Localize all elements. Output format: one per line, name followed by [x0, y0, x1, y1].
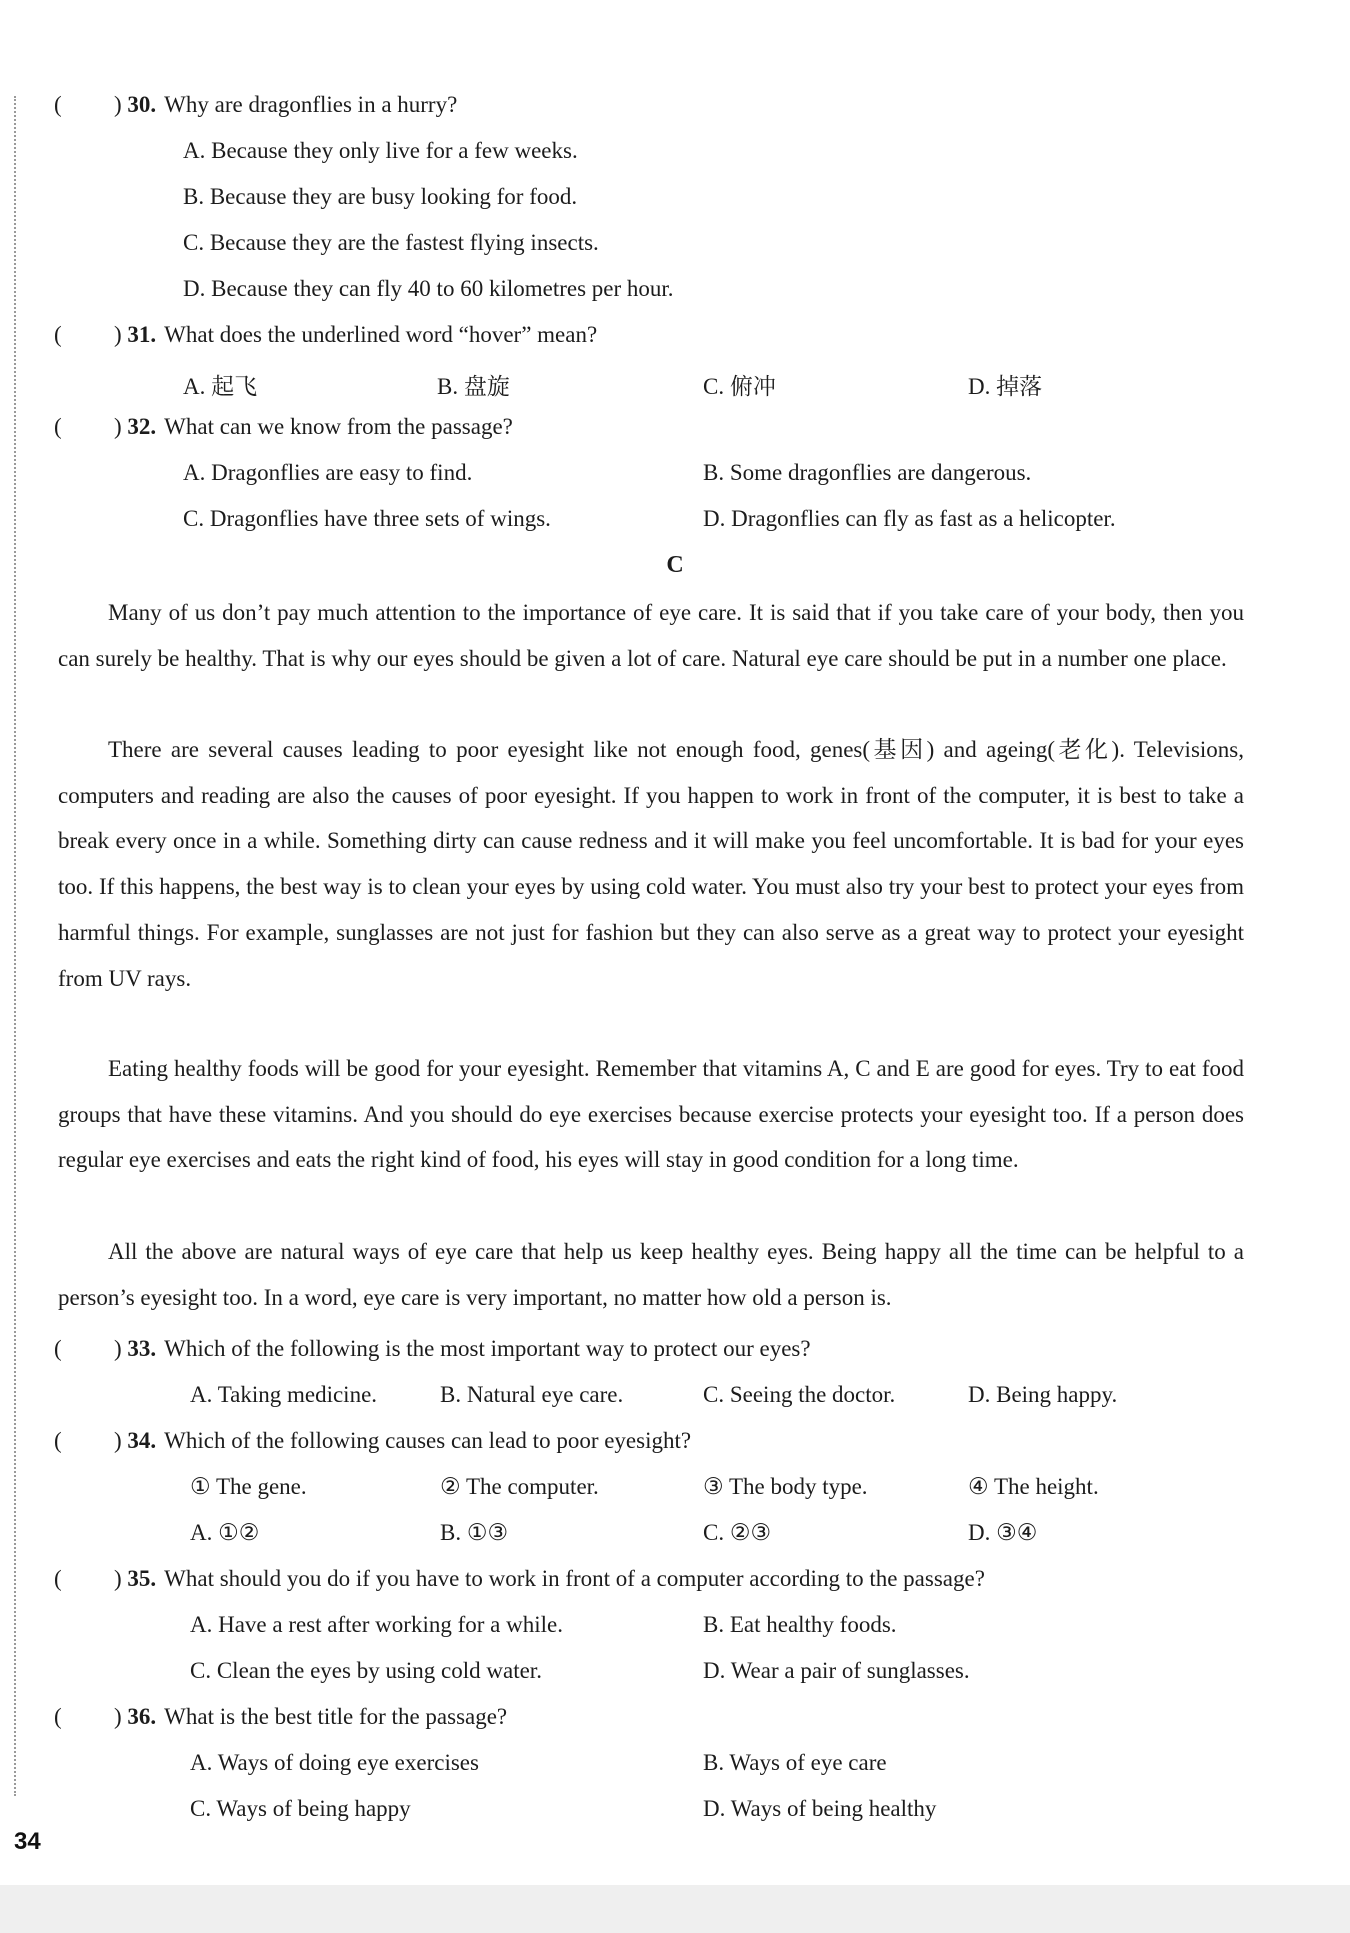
option-d: D. Wear a pair of sunglasses. — [703, 1658, 970, 1683]
question-number: 35. — [127, 1566, 157, 1591]
option-d: D. 掉落 — [968, 374, 1043, 399]
option-a: A. Ways of doing eye exercises — [190, 1750, 479, 1775]
answer-blank[interactable]: ( — [54, 1566, 62, 1591]
answer-blank[interactable]: ( — [54, 1428, 62, 1453]
answer-blank[interactable]: ( — [54, 92, 62, 117]
answer-blank[interactable]: ( — [54, 1704, 62, 1729]
question-34: ( ) 34. Which of the following causes can lead to poor eyesight? — [54, 1428, 692, 1453]
question-text: What is the best title for the passage? — [164, 1704, 508, 1729]
option-a: A. Dragonflies are easy to find. — [183, 460, 473, 485]
question-text: What should you do if you have to work in front of a computer according to the passage? — [164, 1566, 985, 1591]
item-4: ④ The height. — [968, 1474, 1099, 1499]
item-3: ③ The body type. — [703, 1474, 868, 1499]
question-32: ( ) 32. What can we know from the passage? — [54, 414, 513, 439]
passage-paragraph-3: Eating healthy foods will be good for your eyesight. Remember that vitamins A, C and E are good for eyes. Try to eat food groups that have these vitamins. And you should do eye exercises because exercise protects your eyesight too. If a person does regular eye exercises and eats the right kind of food, his eyes will stay in good condition for a long time. — [58, 1056, 1244, 1173]
passage-paragraph-2: There are several causes leading to poor eyesight like not enough food, genes(基因) and ageing(老化). Televisions, computers and reading are also the causes of poor eyesight. If you happen to work in front of the computer, it is best to take a break every once in a while. Something dirty can cause redness and it will make you feel uncomfortable. It is bad for your eyes too. If this happens, the best way is to clean your eyes by using cold water. You must also try your best to protect your eyes from harmful things. For example, sunglasses are not just for fashion but they can also serve as a great way to protect your eyesight from UV rays. — [58, 737, 1244, 991]
option-a: A. ①② — [190, 1520, 260, 1545]
question-number: 32. — [127, 414, 157, 439]
option-c: C. Seeing the doctor. — [703, 1382, 896, 1407]
option-c: C. Ways of being happy — [190, 1796, 411, 1821]
passage-paragraph-4: All the above are natural ways of eye care that help us keep healthy eyes. Being happy all the time can be helpful to a person’s eyesight too. In a word, eye care is very important, no matter how old a person is. — [58, 1239, 1244, 1310]
question-33: ( ) 33. Which of the following is the most important way to protect our eyes? — [54, 1336, 811, 1361]
option-c: C. 俯冲 — [703, 374, 776, 399]
question-text: What can we know from the passage? — [164, 414, 513, 439]
question-text: Why are dragonflies in a hurry? — [164, 92, 458, 117]
option-a: A. Have a rest after working for a while. — [190, 1612, 563, 1637]
option-a: A. Taking medicine. — [190, 1382, 378, 1407]
question-number: 34. — [127, 1428, 157, 1453]
option-d: D. Being happy. — [968, 1382, 1118, 1407]
section-title: C — [666, 552, 684, 578]
option-b: B. Some dragonflies are dangerous. — [703, 460, 1032, 485]
question-text: What does the underlined word “hover” mean? — [164, 322, 598, 347]
question-number: 36. — [127, 1704, 157, 1729]
answer-blank[interactable]: ( — [54, 1336, 62, 1361]
item-2: ② The computer. — [440, 1474, 599, 1499]
question-number: 31. — [127, 322, 157, 347]
question-30: ( ) 30. Why are dragonflies in a hurry? — [54, 92, 458, 117]
option-c: C. Clean the eyes by using cold water. — [190, 1658, 542, 1683]
option-c: C. Dragonflies have three sets of wings. — [183, 506, 551, 531]
bottom-margin-shade — [0, 1885, 1350, 1933]
option-b: B. Because they are busy looking for food. — [183, 184, 578, 209]
option-d: D. Dragonflies can fly as fast as a helicopter. — [703, 506, 1116, 531]
answer-blank[interactable]: ( — [54, 414, 62, 439]
page-number: 34 — [14, 1828, 41, 1855]
option-a: A. Because they only live for a few weeks. — [183, 138, 578, 163]
question-text: Which of the following is the most important way to protect our eyes? — [164, 1336, 811, 1361]
option-d: D. Because they can fly 40 to 60 kilometres per hour. — [183, 276, 674, 301]
question-31: ( ) 31. What does the underlined word “hover” mean? — [54, 322, 598, 347]
option-c: C. Because they are the fastest flying insects. — [183, 230, 599, 255]
question-35: ( ) 35. What should you do if you have to work in front of a computer according to the passage? — [54, 1566, 985, 1591]
option-c: C. ②③ — [703, 1520, 772, 1545]
option-b: B. Natural eye care. — [440, 1382, 624, 1407]
option-d: D. ③④ — [968, 1520, 1038, 1545]
binding-dotted-line — [14, 96, 16, 1796]
option-b: B. 盘旋 — [437, 374, 510, 399]
option-b: B. ①③ — [440, 1520, 509, 1545]
item-1: ① The gene. — [190, 1474, 307, 1499]
question-number: 30. — [127, 92, 157, 117]
question-36: ( ) 36. What is the best title for the passage? — [54, 1704, 508, 1729]
answer-blank[interactable]: ( — [54, 322, 62, 347]
option-b: B. Eat healthy foods. — [703, 1612, 897, 1637]
passage-paragraph-1: Many of us don’t pay much attention to the importance of eye care. It is said that if you take care of your body, then you can surely be healthy. That is why our eyes should be given a lot of care. Natural eye care should be put in a number one place. — [58, 600, 1244, 671]
question-number: 33. — [127, 1336, 157, 1361]
question-text: Which of the following causes can lead to poor eyesight? — [164, 1428, 692, 1453]
option-d: D. Ways of being healthy — [703, 1796, 937, 1821]
option-b: B. Ways of eye care — [703, 1750, 887, 1775]
option-a: A. 起飞 — [183, 374, 258, 399]
